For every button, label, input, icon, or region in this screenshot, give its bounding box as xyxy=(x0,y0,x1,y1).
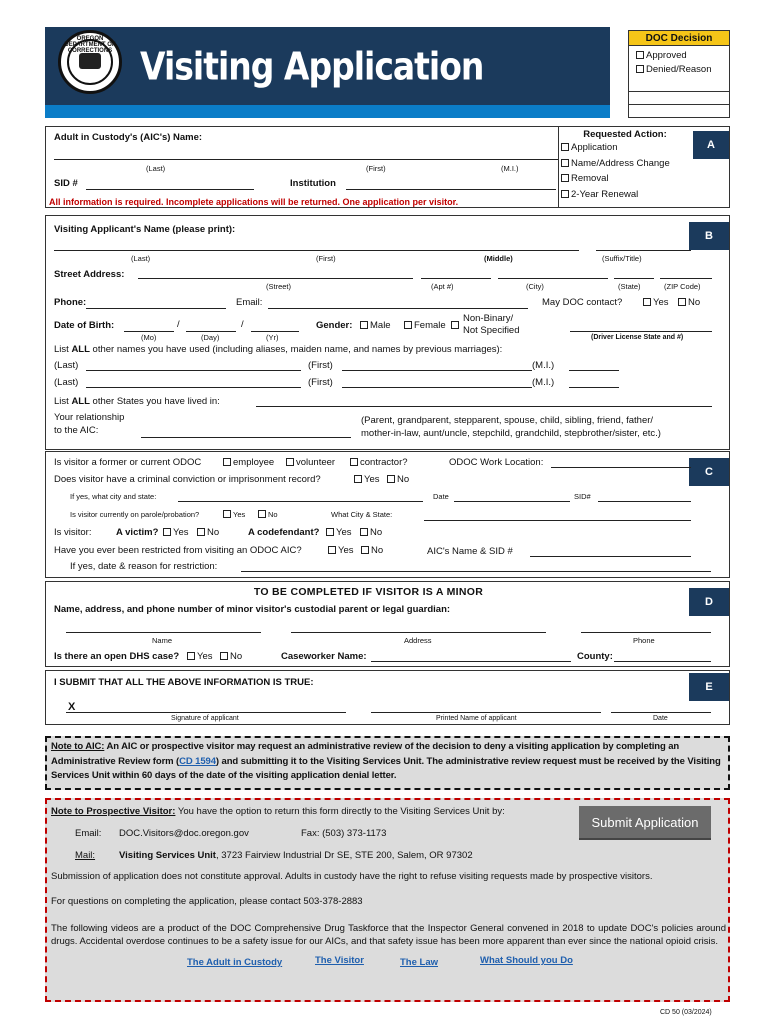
guardian-address-caption: Address xyxy=(404,636,432,645)
other-name-1-last[interactable] xyxy=(86,370,301,371)
victim-yes[interactable]: Yes xyxy=(163,527,189,538)
parole-no[interactable]: No xyxy=(258,510,278,519)
header-accent-stripe xyxy=(45,105,610,118)
submit-application-label: Submit Application xyxy=(591,814,699,830)
guardian-label: Name, address, and phone number of minor visitor's custodial parent or legal guardian: xyxy=(54,604,451,615)
aic-mi-caption: (M.I.) xyxy=(501,164,519,173)
other-name-1-mi-label: (M.I.) xyxy=(532,360,555,371)
visitor-disclaimer: Submission of application does not constitute approval. Adults in custody have the right to refuse visiting requests made by prospective visitors. xyxy=(51,871,653,882)
applicant-first-caption: (First) xyxy=(316,254,336,263)
applicant-last-caption: (Last) xyxy=(131,254,151,263)
dob-year-field[interactable] xyxy=(251,331,299,332)
parole-yes-checkbox[interactable] xyxy=(223,510,231,518)
state-field[interactable] xyxy=(614,278,654,279)
may-contact-no-checkbox[interactable] xyxy=(678,298,686,306)
restricted-yes[interactable]: Yes xyxy=(328,545,354,556)
institution-label: Institution xyxy=(290,178,336,189)
submit-true-label: I SUBMIT THAT ALL THE ABOVE INFORMATION IS TRUE: xyxy=(54,677,314,688)
parole-question: Is visitor currently on parole/probation? xyxy=(70,510,200,519)
applicant-middle-caption: (Middle) xyxy=(484,254,513,263)
guardian-phone-field[interactable] xyxy=(581,632,711,633)
note-aic-label: Note to AIC: xyxy=(51,741,105,752)
gender-male-checkbox[interactable] xyxy=(360,321,368,329)
suffix-field[interactable] xyxy=(596,250,691,251)
applicant-name-field[interactable] xyxy=(54,250,579,251)
approved-checkbox[interactable] xyxy=(636,51,644,59)
other-states-label: List ALL other States you have lived in: xyxy=(54,396,220,407)
email-field[interactable] xyxy=(268,308,528,309)
relationship-hint: (Parent, grandparent, stepparent, spouse, child, sibling, friend, father/ mother-in-law, aunt/uncle, stepchild, grandchild, stepbrother/sister, etc.) xyxy=(361,415,661,439)
section-c-tab: C xyxy=(689,458,729,486)
conviction-sid-field[interactable] xyxy=(598,501,691,502)
denied-checkbox[interactable] xyxy=(636,65,644,73)
other-states-field[interactable] xyxy=(256,406,712,407)
criminal-no-checkbox[interactable] xyxy=(387,475,395,483)
other-name-1-first[interactable] xyxy=(342,370,532,371)
page-title: Visiting Application xyxy=(140,44,484,89)
aic-first-caption: (First) xyxy=(366,164,386,173)
relationship-label: Your relationship to the AIC: xyxy=(54,412,125,436)
approved-option[interactable]: Approved xyxy=(636,49,729,63)
dhs-no[interactable]: No xyxy=(220,651,242,662)
visitor-mail-label: Mail: xyxy=(75,850,96,861)
odoc-employee-checkbox[interactable] xyxy=(223,458,231,466)
other-name-2-first[interactable] xyxy=(342,387,532,388)
parole-city-field[interactable] xyxy=(424,520,691,521)
restricted-yes-checkbox[interactable] xyxy=(328,546,336,554)
video-link-law[interactable]: The Law xyxy=(400,957,439,968)
denied-option[interactable]: Denied/Reason xyxy=(636,63,729,77)
criminal-yes-checkbox[interactable] xyxy=(354,475,362,483)
action-renewal-checkbox[interactable] xyxy=(561,190,569,198)
conviction-sid-label: SID# xyxy=(574,492,591,501)
aic-last-caption: (Last) xyxy=(146,164,166,173)
gender-nonbinary-checkbox-wrap[interactable] xyxy=(451,320,461,331)
odoc-question: Is visitor a former or current ODOC xyxy=(54,457,202,468)
work-location-field[interactable] xyxy=(551,467,691,468)
visitor-email-label: Email: xyxy=(75,828,102,839)
victim-no[interactable]: No xyxy=(197,527,219,538)
parole-yes[interactable]: Yes xyxy=(223,510,245,519)
driver-license-field[interactable] xyxy=(570,331,712,332)
state-caption: (State) xyxy=(618,282,641,291)
institution-field[interactable] xyxy=(346,189,556,190)
video-link-adult-in-custody[interactable]: The Adult in Custody xyxy=(187,957,283,968)
sid-field[interactable] xyxy=(86,189,254,190)
phone-label: Phone: xyxy=(54,297,87,308)
other-name-2-last-label: (Last) xyxy=(54,377,79,388)
dob-label: Date of Birth: xyxy=(54,320,115,331)
guardian-phone-caption: Phone xyxy=(633,636,655,645)
city-field[interactable] xyxy=(498,278,608,279)
caseworker-label: Caseworker Name: xyxy=(281,651,367,662)
requested-action-box xyxy=(558,127,691,207)
action-application-checkbox[interactable] xyxy=(561,143,569,151)
conviction-date-label: Date xyxy=(433,492,449,501)
may-contact-label: May DOC contact? xyxy=(542,297,623,308)
action-renewal[interactable]: 2-Year Renewal xyxy=(561,187,691,203)
dob-yr-caption: (Yr) xyxy=(266,333,279,342)
action-removal-checkbox[interactable] xyxy=(561,174,569,182)
email-label: Email: xyxy=(236,297,263,308)
printed-name-caption: Printed Name of applicant xyxy=(436,715,517,722)
note-aic-text-1: An AIC or prospective visitor may request an administrative review of the decision to deny a visiting application by completing an Administrative Review form ( xyxy=(51,741,680,767)
minor-heading: TO BE COMPLETED IF VISITOR IS A MINOR xyxy=(253,586,484,598)
applicant-suffix-caption: (Suffix/Title) xyxy=(602,254,642,263)
applicant-name-label: Visiting Applicant's Name (please print): xyxy=(54,224,236,235)
dob-day-field[interactable] xyxy=(186,331,236,332)
codefendant-label: A codefendant? xyxy=(248,527,320,538)
restricted-aic-field[interactable] xyxy=(530,556,691,557)
zip-caption: (ZIP Code) xyxy=(664,282,701,291)
oregon-doc-seal xyxy=(58,30,122,94)
gender-nonbinary-checkbox[interactable] xyxy=(451,321,459,329)
printed-name-field[interactable] xyxy=(371,712,601,713)
codefendant-no-checkbox[interactable] xyxy=(360,528,368,536)
victim-yes-checkbox[interactable] xyxy=(163,528,171,536)
guardian-name-caption: Name xyxy=(152,636,173,645)
dhs-yes[interactable]: Yes xyxy=(187,651,213,662)
dob-mo-caption: (Mo) xyxy=(141,333,157,342)
visitor-email-link[interactable]: DOC.Visitors@doc.oregon.gov xyxy=(119,828,249,839)
doc-decision-box xyxy=(628,30,730,118)
codefendant-no[interactable]: No xyxy=(360,527,382,538)
form-id: CD 50 (03/2024) xyxy=(660,1009,712,1016)
zip-field[interactable] xyxy=(660,278,712,279)
gender-nonbinary-label: Non-Binary/ Not Specified xyxy=(463,313,520,336)
relationship-field[interactable] xyxy=(141,437,351,438)
may-contact-no[interactable]: No xyxy=(678,297,700,308)
dhs-question: Is there an open DHS case? xyxy=(54,651,180,662)
may-contact-yes-checkbox[interactable] xyxy=(643,298,651,306)
criminal-no[interactable]: No xyxy=(387,474,409,485)
submit-application-button[interactable] xyxy=(579,806,711,840)
restricted-no-checkbox[interactable] xyxy=(361,546,369,554)
criminal-yes[interactable]: Yes xyxy=(354,474,380,485)
gender-female-checkbox[interactable] xyxy=(404,321,412,329)
signature-x: X xyxy=(68,701,76,713)
odoc-contractor[interactable]: contractor? xyxy=(350,457,408,468)
action-name-change-checkbox[interactable] xyxy=(561,159,569,167)
is-visitor-label: Is visitor: xyxy=(54,527,92,538)
signature-caption: Signature of applicant xyxy=(171,715,239,722)
seal-text: OREGON DEPARTMENT OF CORRECTIONS xyxy=(64,36,116,54)
apt-caption: (Apt #) xyxy=(431,282,454,291)
dob-month-field[interactable] xyxy=(124,331,174,332)
conviction-date-field[interactable] xyxy=(454,501,570,502)
odoc-volunteer-checkbox[interactable] xyxy=(286,458,294,466)
gender-label: Gender: xyxy=(316,320,353,331)
section-b-tab: B xyxy=(689,222,729,250)
conviction-city-field[interactable] xyxy=(178,501,423,502)
other-name-2-first-label: (First) xyxy=(308,377,333,388)
signature-field[interactable] xyxy=(66,712,346,713)
signature-date-field[interactable] xyxy=(611,712,711,713)
section-a-tab: A xyxy=(693,131,729,159)
requested-action-title: Requested Action: xyxy=(583,129,667,140)
note-to-aic xyxy=(45,736,730,790)
codefendant-yes-checkbox[interactable] xyxy=(326,528,334,536)
action-application[interactable]: Application xyxy=(561,140,691,156)
visitor-fax: Fax: (503) 373-1173 xyxy=(301,828,387,839)
guardian-name-field[interactable] xyxy=(66,632,261,633)
action-removal[interactable]: Removal xyxy=(561,171,691,187)
other-name-2-mi-label: (M.I.) xyxy=(532,377,555,388)
restricted-question: Have you ever been restricted from visiting an ODOC AIC? xyxy=(54,545,302,556)
gender-female[interactable]: Female xyxy=(404,320,446,331)
dob-slash-1: / xyxy=(177,319,180,330)
visitor-mail-address: Visiting Services Unit, 3723 Fairview Industrial Dr SE, STE 200, Salem, OR 97302 xyxy=(119,850,473,861)
sid-label: SID # xyxy=(54,178,78,189)
parole-city-label: What City & State: xyxy=(331,510,393,519)
dhs-yes-checkbox[interactable] xyxy=(187,652,195,660)
phone-field[interactable] xyxy=(86,308,226,309)
required-warning: All information is required. Incomplete applications will be returned. One application per visitor. xyxy=(49,197,459,207)
codefendant-yes[interactable]: Yes xyxy=(326,527,352,538)
other-name-2-last[interactable] xyxy=(86,387,301,388)
restriction-reason-label: If yes, date & reason for restriction: xyxy=(70,561,218,572)
gender-male[interactable]: Male xyxy=(360,320,391,331)
odoc-contractor-checkbox[interactable] xyxy=(350,458,358,466)
section-b xyxy=(45,215,730,450)
city-state-question: If yes, what city and state: xyxy=(70,492,157,501)
restricted-aic-label: AIC's Name & SID # xyxy=(427,546,513,557)
driver-license-caption: (Driver License State and #) xyxy=(591,334,684,341)
visitor-videos-text: The following videos are a product of the DOC Comprehensive Drug Taskforce that the Inspector General convened in 2018 to update DOC's policies around drugs. Accidental overdose continues to be a safety issue for our AICs, and that safety issue has been more apparent than ever since the national opioid crisis. xyxy=(51,923,726,947)
other-name-2-mi[interactable] xyxy=(569,387,619,388)
dob-day-caption: (Day) xyxy=(201,333,220,342)
other-name-1-first-label: (First) xyxy=(308,360,333,371)
work-location-label: ODOC Work Location: xyxy=(449,457,544,468)
dob-slash-2: / xyxy=(241,319,244,330)
city-caption: (City) xyxy=(526,282,544,291)
county-label: County: xyxy=(577,651,613,662)
victim-label: A victim? xyxy=(116,527,159,538)
cd-1594-link[interactable]: CD 1594 xyxy=(179,755,216,767)
aic-name-field[interactable] xyxy=(54,159,559,160)
victim-no-checkbox[interactable] xyxy=(197,528,205,536)
restricted-no[interactable]: No xyxy=(361,545,383,556)
odoc-volunteer[interactable]: volunteer xyxy=(286,457,335,468)
guardian-address-field[interactable] xyxy=(291,632,546,633)
odoc-employee[interactable]: employee xyxy=(223,457,274,468)
other-name-1-last-label: (Last) xyxy=(54,360,79,371)
section-d-tab: D xyxy=(689,588,729,616)
visitor-questions: For questions on completing the application, please contact 503-378-2883 xyxy=(51,896,363,907)
doc-decision-title: DOC Decision xyxy=(629,31,729,46)
note-aic-text-2: ) and submitting it to the Visiting Services Unit. The administrative review request must be received by the Visiting Services Unit within 60 days of the date of the visiting application denial letter. xyxy=(51,755,721,781)
may-contact-yes[interactable]: Yes xyxy=(643,297,669,308)
dhs-no-checkbox[interactable] xyxy=(220,652,228,660)
action-name-change[interactable]: Name/Address Change xyxy=(561,156,691,172)
video-link-visitor[interactable]: The Visitor xyxy=(315,955,364,966)
other-names-label: List ALL other names you have used (including aliases, maiden name, and names by previous marriages): xyxy=(54,344,503,355)
signature-date-caption: Date xyxy=(653,715,668,722)
section-d xyxy=(45,581,730,667)
street-caption: (Street) xyxy=(266,282,292,291)
section-c xyxy=(45,451,730,578)
video-link-what-should-you-do[interactable]: What Should you Do xyxy=(480,955,573,966)
criminal-question: Does visitor have a criminal conviction or imprisonment record? xyxy=(54,474,321,485)
restriction-reason-field[interactable] xyxy=(241,571,711,572)
section-a xyxy=(45,126,730,208)
section-e xyxy=(45,670,730,725)
section-e-tab: E xyxy=(689,673,729,701)
street-label: Street Address: xyxy=(54,269,125,280)
parole-no-checkbox[interactable] xyxy=(258,510,266,518)
apt-field[interactable] xyxy=(421,278,491,279)
county-field[interactable] xyxy=(614,661,711,662)
caseworker-field[interactable] xyxy=(371,661,571,662)
note-to-visitor xyxy=(45,798,730,1002)
street-field[interactable] xyxy=(138,278,413,279)
note-visitor-intro: Note to Prospective Visitor: You have the option to return this form directly to the Visiting Services Unit by: xyxy=(51,806,505,817)
other-name-1-mi[interactable] xyxy=(569,370,619,371)
aic-name-label: Adult in Custody's (AIC's) Name: xyxy=(54,132,203,143)
